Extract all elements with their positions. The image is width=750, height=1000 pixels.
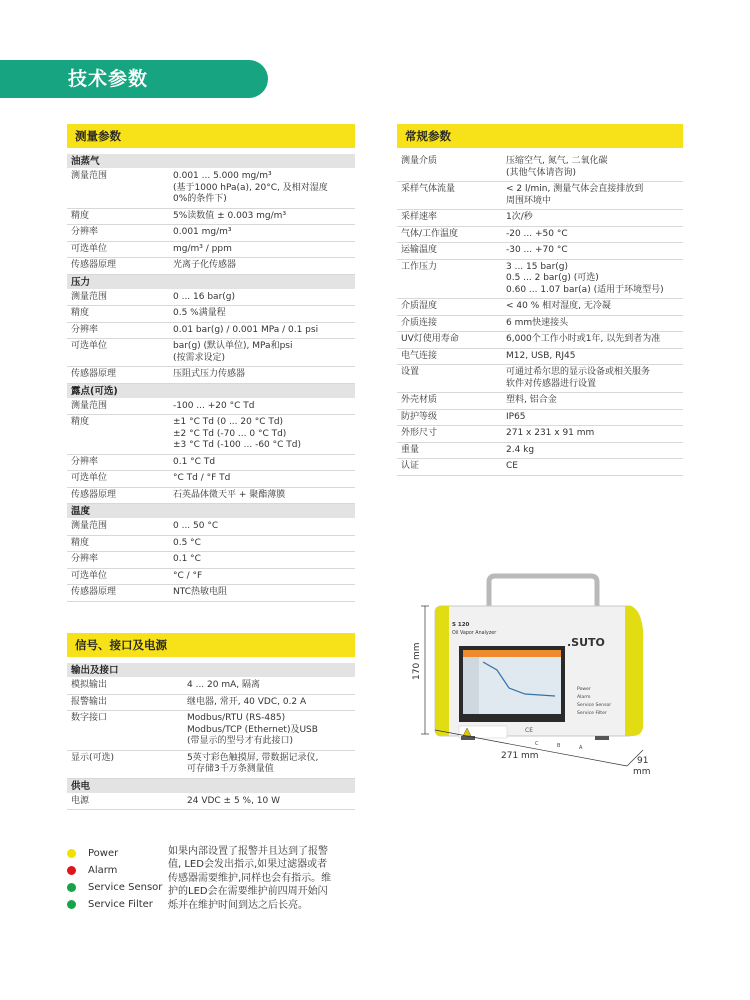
spec-value-line: 继电器, 常开, 40 VDC, 0.2 A <box>187 696 307 707</box>
spec-value-line: 3 ... 15 bar(g) <box>506 261 569 272</box>
spec-value <box>173 457 355 469</box>
spec-row <box>397 443 683 460</box>
spec-value <box>173 227 355 239</box>
spec-row <box>397 426 683 443</box>
spec-value-line: 压阻式压力传感器 <box>173 369 246 379</box>
spec-label: 可选单位 <box>71 243 108 254</box>
spec-row <box>397 365 683 393</box>
spec-row <box>67 367 355 384</box>
device-port-label: C <box>535 741 539 747</box>
spec-row <box>67 399 355 416</box>
spec-row <box>67 536 355 553</box>
spec-value-line: IP65 <box>506 411 526 422</box>
spec-row <box>397 227 683 244</box>
spec-value-line: 可通过希尔思的显示设备或相关服务 <box>506 367 651 377</box>
spec-value <box>506 184 683 207</box>
spec-value <box>506 245 683 257</box>
spec-group-heading: 油蒸气 <box>67 154 355 169</box>
spec-value <box>506 212 683 224</box>
device-led-label: Alarm <box>577 695 591 700</box>
spec-value <box>187 697 355 709</box>
spec-value <box>506 367 683 390</box>
general-parameters-heading: 常规参数 <box>397 124 683 148</box>
signal-interface-power-body <box>67 663 355 810</box>
spec-value-line: < 40 % 相对湿度, 无冷凝 <box>506 301 611 311</box>
spec-value-line: (基于1000 hPa(a), 20°C, 及相对湿度 <box>173 182 328 193</box>
spec-value <box>506 301 683 313</box>
measurement-parameters-body <box>67 154 355 602</box>
spec-row <box>67 258 355 275</box>
led-dot-icon <box>67 866 76 875</box>
spec-value-line: CE <box>506 461 518 471</box>
depth-dimension-number: 91 <box>637 756 649 766</box>
spec-value-line: 0%的条件下) <box>173 194 227 204</box>
legend-item <box>67 845 167 862</box>
spec-value-line: 软件对传感器进行设置 <box>506 378 597 389</box>
spec-row <box>397 316 683 333</box>
legend-item <box>67 896 167 913</box>
legend-item <box>67 862 167 879</box>
spec-label: 可选单位 <box>71 473 108 483</box>
spec-value <box>173 554 355 566</box>
general-parameters-section <box>397 124 683 476</box>
spec-value-line: 塑料, 铝合金 <box>506 395 557 405</box>
spec-row <box>67 242 355 259</box>
spec-value-line: °C Td / °F Td <box>173 473 231 483</box>
spec-value-line: 0 ... 16 bar(g) <box>173 291 236 302</box>
spec-value-line: 0.1 °C Td <box>173 456 216 467</box>
spec-row <box>67 323 355 340</box>
spec-value <box>506 428 683 440</box>
spec-row <box>67 751 355 779</box>
spec-label: 认证 <box>401 461 420 471</box>
legend-label: Power <box>88 848 119 859</box>
spec-label: 采样速率 <box>401 212 438 222</box>
note-line: 如果内部设置了报警并且达到了报警 <box>168 846 328 857</box>
device-model-label: S 120 <box>452 622 470 628</box>
spec-value <box>506 412 683 424</box>
spec-label: 传感器原理 <box>71 587 117 597</box>
spec-label: 防护等级 <box>401 411 438 422</box>
spec-value <box>173 325 355 337</box>
spec-value-line: -20 ... +50 °C <box>506 228 568 239</box>
spec-value <box>173 417 355 452</box>
spec-value-line: 4 ... 20 mA, 隔离 <box>187 680 260 690</box>
spec-row <box>67 471 355 488</box>
spec-value <box>173 401 355 413</box>
spec-label: 测量范围 <box>71 291 108 302</box>
spec-value-line: 0.5 %满量程 <box>173 308 226 318</box>
spec-value-line: 5英寸彩色触摸屏, 带数据记录仪, <box>187 752 319 763</box>
spec-label: 测量范围 <box>71 400 108 411</box>
spec-value-line: mg/m³ / ppm <box>173 243 232 254</box>
legend-label: Service Filter <box>88 899 153 910</box>
spec-label: 外壳材质 <box>401 395 438 405</box>
spec-value <box>506 445 683 457</box>
spec-value <box>187 680 355 692</box>
spec-value-line: 6,000个工作小时或1年, 以先到者为准 <box>506 334 661 344</box>
signal-interface-power-section <box>67 633 355 810</box>
spec-value-line: < 2 l/min, 测量气体会直接排放到 <box>506 184 644 194</box>
led-legend <box>67 845 167 913</box>
spec-value-line: 2.4 kg <box>506 444 535 455</box>
spec-label: 可选单位 <box>71 570 108 581</box>
spec-value <box>173 308 355 320</box>
page-title: 技术参数 <box>0 60 268 98</box>
device-screen-sidebar <box>463 657 479 714</box>
spec-value <box>173 211 355 223</box>
spec-value-line: (带显示的型号才有此接口) <box>187 736 294 746</box>
device-ce-mark: CE <box>525 727 533 734</box>
spec-row <box>67 519 355 536</box>
spec-label: 精度 <box>71 417 90 427</box>
spec-label: 重量 <box>401 444 420 455</box>
spec-label: UV灯使用寿命 <box>401 334 459 344</box>
spec-label: 外形尺寸 <box>401 428 438 438</box>
spec-value <box>506 334 683 346</box>
spec-row <box>397 243 683 260</box>
spec-value-line: 周围环境中 <box>506 195 552 206</box>
spec-label: 分辨率 <box>71 456 99 467</box>
legend-label: Alarm <box>88 865 118 876</box>
spec-label: 分辨率 <box>71 227 99 237</box>
spec-row <box>397 393 683 410</box>
spec-value <box>506 395 683 407</box>
spec-row <box>67 488 355 505</box>
spec-label: 传感器原理 <box>71 369 117 379</box>
device-led-label: Power <box>577 687 591 692</box>
spec-value-line: NTC热敏电阻 <box>173 587 227 597</box>
spec-value-line: (按需求设定) <box>173 352 226 363</box>
spec-label: 模拟输出 <box>71 680 108 690</box>
spec-value-line: 6 mm快速接头 <box>506 317 569 328</box>
spec-label: 测量介质 <box>401 156 438 166</box>
signal-interface-power-heading: 信号、接口及电源 <box>67 633 355 657</box>
spec-value-line: 0.5 °C <box>173 537 201 548</box>
spec-value-line: °C / °F <box>173 570 203 581</box>
spec-row <box>67 569 355 586</box>
spec-value <box>173 244 355 256</box>
spec-value-line: ±2 °C Td (-70 ... 0 °C Td) <box>173 428 287 439</box>
spec-row <box>397 182 683 210</box>
spec-row <box>397 459 683 476</box>
spec-row <box>67 711 355 751</box>
spec-value-line: Modbus/RTU (RS-485) <box>187 713 286 723</box>
spec-value <box>173 171 355 206</box>
note-line: 烁并在维护时间到达之后长亮。 <box>168 899 308 911</box>
device-led-label: Service Filter <box>577 711 607 716</box>
analyzer-device-svg <box>405 570 685 780</box>
spec-value-line: bar(g) (默认单位), MPa和psi <box>173 341 293 351</box>
spec-value <box>187 713 355 748</box>
spec-label: 工作压力 <box>401 261 438 272</box>
measurement-parameters-section <box>67 124 355 602</box>
spec-value <box>506 461 683 473</box>
spec-group-heading: 供电 <box>67 779 355 794</box>
spec-label: 报警输出 <box>71 696 108 707</box>
spec-value-line: 0.001 mg/m³ <box>173 227 232 237</box>
spec-label: 测量范围 <box>71 171 108 181</box>
spec-value-line: 0.60 ... 1.07 bar(a) (适用于环境型号) <box>506 284 664 295</box>
device-foot <box>595 736 609 740</box>
depth-dimension-unit: mm <box>633 767 651 777</box>
spec-label: 采样气体流量 <box>401 184 456 194</box>
device-port-labels <box>535 741 583 751</box>
spec-value-line: 光离子化传感器 <box>173 260 237 270</box>
spec-row <box>67 678 355 695</box>
spec-row <box>67 585 355 602</box>
spec-label: 分辨率 <box>71 324 99 335</box>
spec-label: 精度 <box>71 537 90 548</box>
spec-row <box>397 210 683 227</box>
note-line: 护的LED会在需要维护前四周开始闪 <box>168 886 328 898</box>
spec-row <box>67 552 355 569</box>
spec-value-line: 0.001 ... 5.000 mg/m³ <box>173 171 272 181</box>
spec-row <box>67 209 355 226</box>
spec-row <box>67 290 355 307</box>
device-right-bumper <box>625 606 643 736</box>
spec-label: 介质湿度 <box>401 301 438 311</box>
spec-value <box>173 369 355 381</box>
note-line: 值, LED会发出指示,如果过滤器或者 <box>168 859 328 871</box>
led-dot-icon <box>67 849 76 858</box>
spec-row <box>67 339 355 367</box>
device-port-label: B <box>557 743 561 749</box>
spec-value <box>173 538 355 550</box>
spec-value-line: (其他气体请咨询) <box>506 167 577 178</box>
spec-label: 测量范围 <box>71 521 108 531</box>
spec-row <box>67 306 355 323</box>
spec-value-line: 压缩空气, 氮气, 二氧化碳 <box>506 156 608 166</box>
device-foot <box>461 736 475 740</box>
device-brand-logo: .SUTO <box>567 636 605 649</box>
spec-value <box>506 262 683 297</box>
spec-value <box>506 229 683 241</box>
spec-label: 精度 <box>71 308 90 318</box>
note-line: 传感器需要维护,同样也会有指示。维 <box>168 872 332 884</box>
spec-value <box>506 156 683 179</box>
spec-row <box>397 349 683 366</box>
spec-label: 运输温度 <box>401 245 438 255</box>
spec-value-line: 可存储3千万条测量值 <box>187 764 274 774</box>
led-note <box>168 845 358 912</box>
spec-label: 数字接口 <box>71 713 108 723</box>
spec-row <box>67 169 355 209</box>
spec-group-heading: 温度 <box>67 504 355 519</box>
spec-value-line: 0.1 °C <box>173 554 201 564</box>
spec-value <box>173 490 355 502</box>
spec-value-line: ±1 °C Td (0 ... 20 °C Td) <box>173 417 284 427</box>
spec-value-line: 24 VDC ± 5 %, 10 W <box>187 795 281 806</box>
spec-label: 传感器原理 <box>71 489 117 500</box>
spec-value-line: -100 ... +20 °C Td <box>173 400 255 411</box>
spec-value <box>173 587 355 599</box>
legend-item <box>67 879 167 896</box>
height-dimension-label: 170 mm <box>412 642 422 680</box>
spec-label: 精度 <box>71 210 90 221</box>
width-dimension-label: 271 mm <box>501 751 539 761</box>
led-dot-icon <box>67 883 76 892</box>
spec-value-line: -30 ... +70 °C <box>506 245 568 255</box>
spec-label: 电气连接 <box>401 350 438 361</box>
spec-row <box>397 260 683 300</box>
spec-value <box>173 260 355 272</box>
spec-value-line: ±3 °C Td (-100 ... -60 °C Td) <box>173 440 302 450</box>
spec-value <box>506 318 683 330</box>
spec-group-heading: 露点(可选) <box>67 384 355 399</box>
spec-value <box>173 292 355 304</box>
device-screen-header <box>463 650 561 657</box>
spec-row <box>67 695 355 712</box>
device-product-label: Oil Vapor Analyzer <box>452 631 497 636</box>
device-led-label: Service Sensor <box>577 703 612 708</box>
spec-value <box>187 753 355 776</box>
spec-label: 显示(可选) <box>71 752 115 763</box>
spec-value <box>173 473 355 485</box>
measurement-parameters-heading: 测量参数 <box>67 124 355 148</box>
device-left-bumper <box>435 606 449 736</box>
legend-label: Service Sensor <box>88 882 163 893</box>
spec-value-line: 1次/秒 <box>506 212 533 222</box>
spec-value-line: Modbus/TCP (Ethernet)及USB <box>187 724 318 735</box>
device-handle <box>489 576 597 610</box>
spec-row <box>397 410 683 427</box>
spec-row <box>67 415 355 455</box>
spec-value <box>506 351 683 363</box>
general-parameters-body <box>397 154 683 476</box>
spec-label: 电源 <box>71 795 90 806</box>
device-illustration <box>405 570 685 780</box>
spec-value-line: 0.01 bar(g) / 0.001 MPa / 0.1 psi <box>173 324 319 335</box>
spec-row <box>397 154 683 182</box>
spec-value-line: 0.5 ... 2 bar(g) (可选) <box>506 273 599 283</box>
spec-value <box>173 341 355 364</box>
spec-label: 可选单位 <box>71 341 108 351</box>
spec-value-line: 5%读数值 ± 0.003 mg/m³ <box>173 210 287 221</box>
spec-row <box>67 225 355 242</box>
spec-value <box>173 571 355 583</box>
spec-value <box>187 796 355 808</box>
spec-label: 介质连接 <box>401 317 438 328</box>
spec-value-line: M12, USB, RJ45 <box>506 350 576 361</box>
spec-label: 传感器原理 <box>71 260 117 270</box>
led-dot-icon <box>67 900 76 909</box>
spec-label: 分辨率 <box>71 554 99 564</box>
spec-value <box>173 521 355 533</box>
spec-value-line: 石英晶体微天平 + 聚酯薄膜 <box>173 489 286 500</box>
spec-row <box>67 794 355 811</box>
spec-row <box>397 299 683 316</box>
spec-group-heading: 压力 <box>67 275 355 290</box>
spec-row <box>67 455 355 472</box>
device-port-label: A <box>579 745 583 751</box>
spec-group-heading: 输出及接口 <box>67 663 355 678</box>
spec-value-line: 0 ... 50 °C <box>173 521 219 531</box>
spec-label: 设置 <box>401 367 420 377</box>
spec-row <box>397 332 683 349</box>
spec-label: 气体/工作温度 <box>401 228 459 239</box>
spec-value-line: 271 x 231 x 91 mm <box>506 428 595 438</box>
